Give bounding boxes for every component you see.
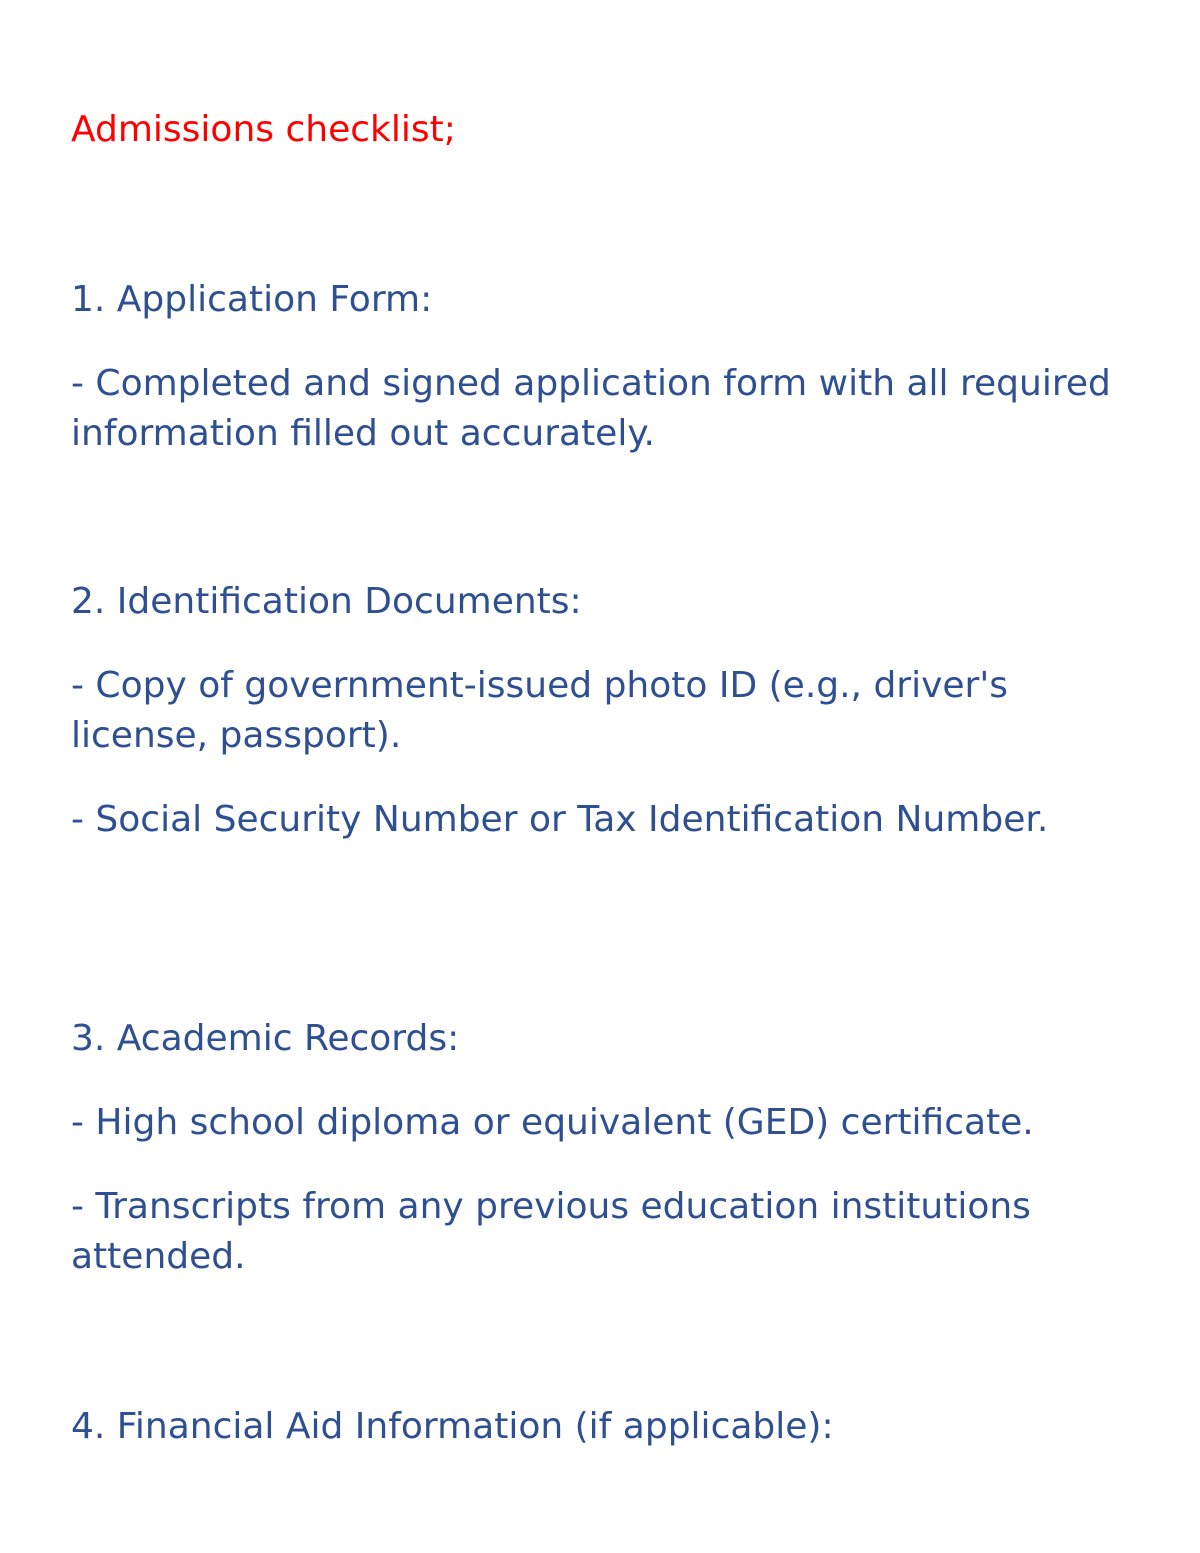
checklist-item-photo-id: - Copy of government-issued photo ID (e.g., driver's license, passport). xyxy=(71,665,1009,756)
checklist-item-transcripts: - Transcripts from any previous education institutions attended. xyxy=(71,1186,1031,1277)
document-title: Admissions checklist; xyxy=(71,109,456,150)
section-heading-financial-aid: 4. Financial Aid Information (if applicable): xyxy=(71,1406,834,1447)
section-heading-academic-records: 3. Academic Records: xyxy=(71,1018,460,1059)
checklist-item-application-form: - Completed and signed application form with all required information filled out accurately. xyxy=(71,363,1111,454)
section-heading-application-form: 1. Application Form: xyxy=(71,279,433,320)
section-heading-identification-documents: 2. Identification Documents: xyxy=(71,581,582,622)
checklist-item-diploma: - High school diploma or equivalent (GED) certificate. xyxy=(71,1102,1034,1143)
checklist-item-ssn: - Social Security Number or Tax Identification Number. xyxy=(71,799,1049,840)
